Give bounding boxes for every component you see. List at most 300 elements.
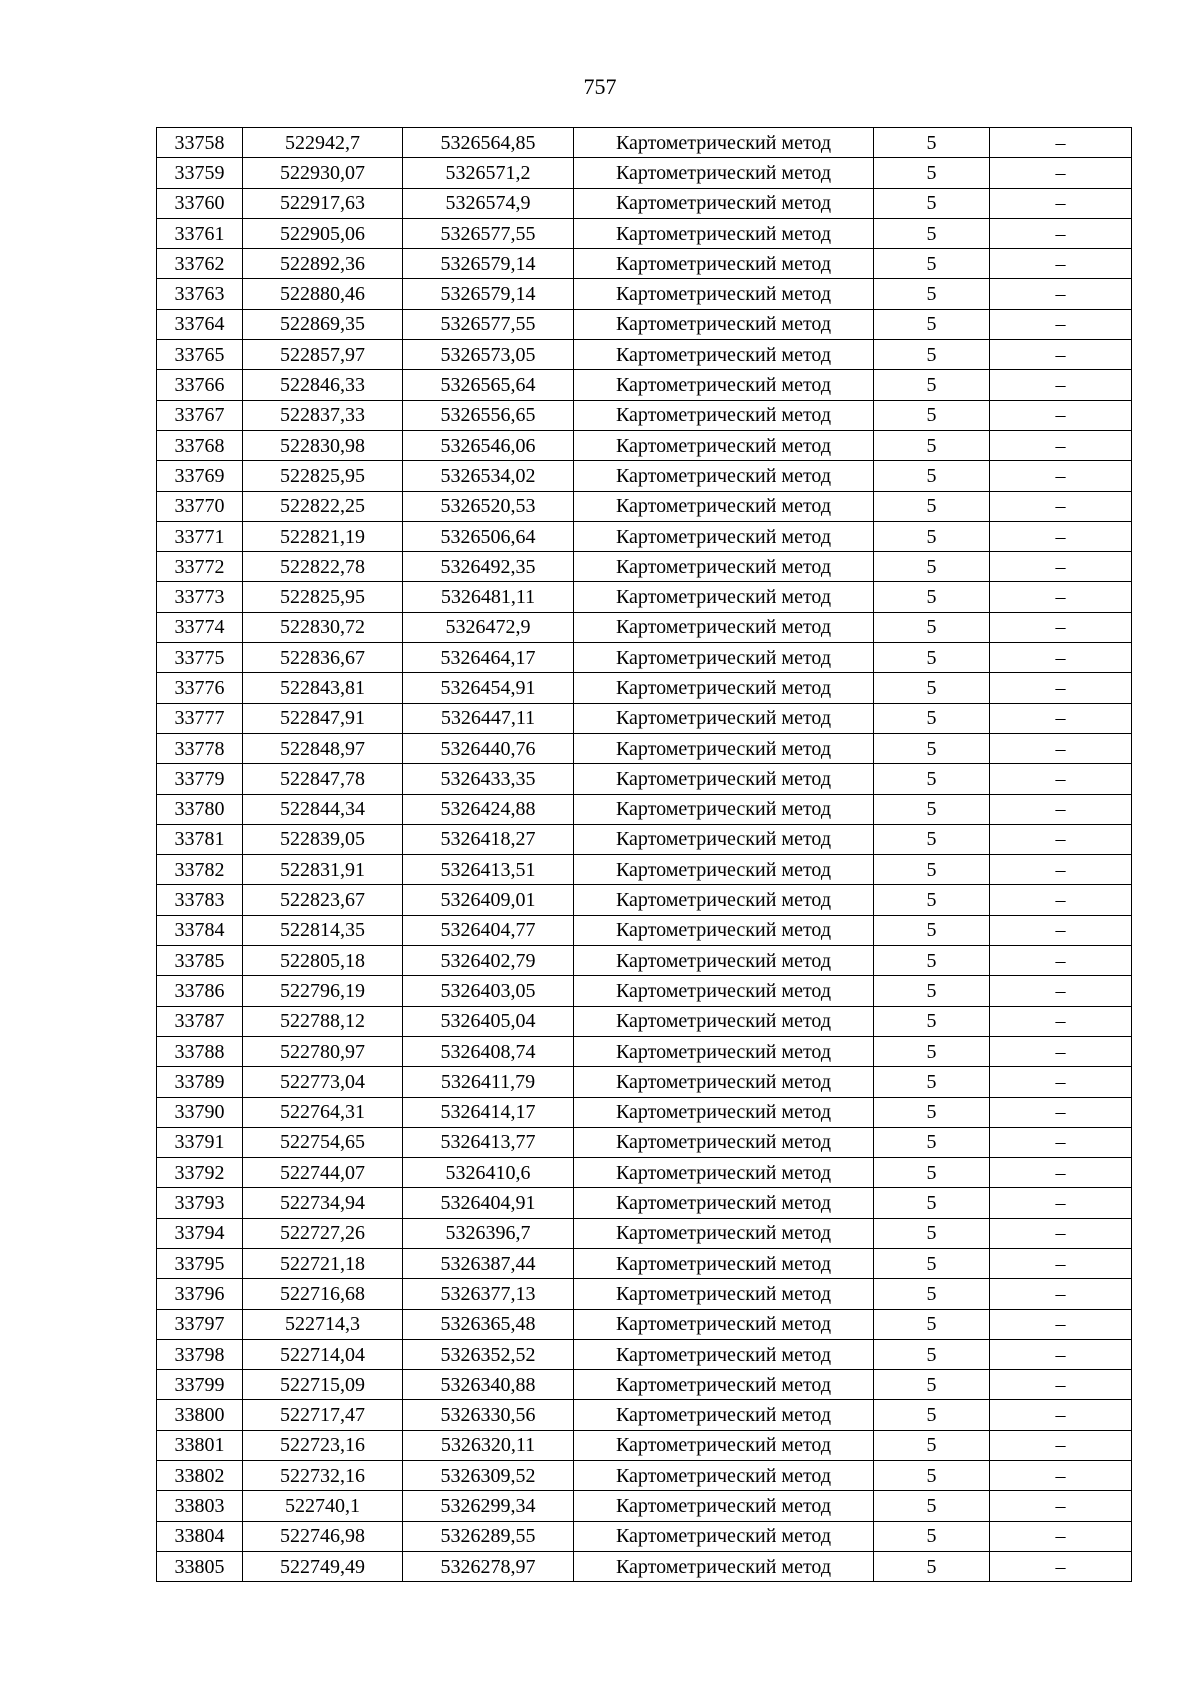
table-row	[157, 733, 1132, 763]
point-number-cell: 33777	[157, 703, 243, 733]
method-cell: Картометрический метод	[574, 1067, 874, 1097]
method-cell: Картометрический метод	[574, 703, 874, 733]
description-cell: –	[990, 1400, 1132, 1430]
accuracy-cell: 5	[874, 1097, 990, 1127]
description-cell: –	[990, 1491, 1132, 1521]
accuracy-cell: 5	[874, 1188, 990, 1218]
accuracy-cell: 5	[874, 279, 990, 309]
point-number-cell: 33782	[157, 855, 243, 885]
y-coordinate-cell: 5326404,91	[403, 1188, 574, 1218]
method-cell: Картометрический метод	[574, 1127, 874, 1157]
point-number-cell: 33790	[157, 1097, 243, 1127]
description-cell: –	[990, 1006, 1132, 1036]
description-cell: –	[990, 1551, 1132, 1581]
description-cell: –	[990, 643, 1132, 673]
point-number-cell: 33760	[157, 188, 243, 218]
method-cell: Картометрический метод	[574, 885, 874, 915]
method-cell: Картометрический метод	[574, 1097, 874, 1127]
description-cell: –	[990, 340, 1132, 370]
accuracy-cell: 5	[874, 309, 990, 339]
method-cell: Картометрический метод	[574, 1218, 874, 1248]
y-coordinate-cell: 5326408,74	[403, 1036, 574, 1066]
accuracy-cell: 5	[874, 1036, 990, 1066]
x-coordinate-cell: 522717,47	[243, 1400, 403, 1430]
coordinates-table	[156, 127, 1132, 1582]
y-coordinate-cell: 5326413,51	[403, 855, 574, 885]
x-coordinate-cell: 522831,91	[243, 855, 403, 885]
accuracy-cell: 5	[874, 976, 990, 1006]
method-cell: Картометрический метод	[574, 582, 874, 612]
method-cell: Картометрический метод	[574, 400, 874, 430]
method-cell: Картометрический метод	[574, 1551, 874, 1581]
description-cell: –	[990, 279, 1132, 309]
accuracy-cell: 5	[874, 643, 990, 673]
method-cell: Картометрический метод	[574, 370, 874, 400]
table-row	[157, 1188, 1132, 1218]
method-cell: Картометрический метод	[574, 1279, 874, 1309]
accuracy-cell: 5	[874, 1309, 990, 1339]
description-cell: –	[990, 491, 1132, 521]
x-coordinate-cell: 522749,49	[243, 1551, 403, 1581]
table-row	[157, 1127, 1132, 1157]
table-row	[157, 612, 1132, 642]
x-coordinate-cell: 522727,26	[243, 1218, 403, 1248]
accuracy-cell: 5	[874, 218, 990, 248]
method-cell: Картометрический метод	[574, 946, 874, 976]
accuracy-cell: 5	[874, 885, 990, 915]
x-coordinate-cell: 522805,18	[243, 946, 403, 976]
method-cell: Картометрический метод	[574, 1461, 874, 1491]
method-cell: Картометрический метод	[574, 340, 874, 370]
method-cell: Картометрический метод	[574, 309, 874, 339]
y-coordinate-cell: 5326424,88	[403, 794, 574, 824]
description-cell: –	[990, 128, 1132, 158]
method-cell: Картометрический метод	[574, 976, 874, 1006]
accuracy-cell: 5	[874, 1461, 990, 1491]
table-row	[157, 340, 1132, 370]
x-coordinate-cell: 522721,18	[243, 1248, 403, 1278]
y-coordinate-cell: 5326464,17	[403, 643, 574, 673]
accuracy-cell: 5	[874, 946, 990, 976]
point-number-cell: 33767	[157, 400, 243, 430]
table-row	[157, 1521, 1132, 1551]
table-row	[157, 1067, 1132, 1097]
description-cell: –	[990, 1218, 1132, 1248]
y-coordinate-cell: 5326289,55	[403, 1521, 574, 1551]
y-coordinate-cell: 5326309,52	[403, 1461, 574, 1491]
method-cell: Картометрический метод	[574, 188, 874, 218]
accuracy-cell: 5	[874, 1339, 990, 1369]
y-coordinate-cell: 5326409,01	[403, 885, 574, 915]
method-cell: Картометрический метод	[574, 1188, 874, 1218]
table-row	[157, 885, 1132, 915]
point-number-cell: 33768	[157, 430, 243, 460]
x-coordinate-cell: 522764,31	[243, 1097, 403, 1127]
table-row	[157, 855, 1132, 885]
table-row	[157, 1218, 1132, 1248]
method-cell: Картометрический метод	[574, 1036, 874, 1066]
description-cell: –	[990, 521, 1132, 551]
method-cell: Картометрический метод	[574, 1370, 874, 1400]
point-number-cell: 33795	[157, 1248, 243, 1278]
table-row	[157, 188, 1132, 218]
method-cell: Картометрический метод	[574, 1400, 874, 1430]
x-coordinate-cell: 522754,65	[243, 1127, 403, 1157]
table-row	[157, 1551, 1132, 1581]
x-coordinate-cell: 522837,33	[243, 400, 403, 430]
point-number-cell: 33758	[157, 128, 243, 158]
accuracy-cell: 5	[874, 733, 990, 763]
point-number-cell: 33770	[157, 491, 243, 521]
description-cell: –	[990, 1248, 1132, 1278]
point-number-cell: 33791	[157, 1127, 243, 1157]
method-cell: Картометрический метод	[574, 249, 874, 279]
accuracy-cell: 5	[874, 1279, 990, 1309]
x-coordinate-cell: 522917,63	[243, 188, 403, 218]
method-cell: Картометрический метод	[574, 1339, 874, 1369]
y-coordinate-cell: 5326404,77	[403, 915, 574, 945]
point-number-cell: 33766	[157, 370, 243, 400]
point-number-cell: 33789	[157, 1067, 243, 1097]
y-coordinate-cell: 5326330,56	[403, 1400, 574, 1430]
method-cell: Картометрический метод	[574, 1521, 874, 1551]
accuracy-cell: 5	[874, 1248, 990, 1278]
y-coordinate-cell: 5326418,27	[403, 824, 574, 854]
x-coordinate-cell: 522836,67	[243, 643, 403, 673]
coordinates-table-body	[157, 128, 1132, 1582]
description-cell: –	[990, 188, 1132, 218]
method-cell: Картометрический метод	[574, 855, 874, 885]
method-cell: Картометрический метод	[574, 521, 874, 551]
table-row	[157, 643, 1132, 673]
description-cell: –	[990, 794, 1132, 824]
method-cell: Картометрический метод	[574, 1309, 874, 1339]
method-cell: Картометрический метод	[574, 824, 874, 854]
table-row	[157, 309, 1132, 339]
accuracy-cell: 5	[874, 1218, 990, 1248]
y-coordinate-cell: 5326520,53	[403, 491, 574, 521]
y-coordinate-cell: 5326546,06	[403, 430, 574, 460]
point-number-cell: 33764	[157, 309, 243, 339]
y-coordinate-cell: 5326377,13	[403, 1279, 574, 1309]
table-row	[157, 582, 1132, 612]
point-number-cell: 33800	[157, 1400, 243, 1430]
point-number-cell: 33773	[157, 582, 243, 612]
table-row	[157, 673, 1132, 703]
point-number-cell: 33784	[157, 915, 243, 945]
point-number-cell: 33772	[157, 552, 243, 582]
accuracy-cell: 5	[874, 824, 990, 854]
description-cell: –	[990, 1370, 1132, 1400]
point-number-cell: 33805	[157, 1551, 243, 1581]
table-row	[157, 552, 1132, 582]
accuracy-cell: 5	[874, 370, 990, 400]
point-number-cell: 33798	[157, 1339, 243, 1369]
description-cell: –	[990, 1036, 1132, 1066]
accuracy-cell: 5	[874, 461, 990, 491]
y-coordinate-cell: 5326577,55	[403, 218, 574, 248]
description-cell: –	[990, 673, 1132, 703]
point-number-cell: 33783	[157, 885, 243, 915]
y-coordinate-cell: 5326492,35	[403, 552, 574, 582]
accuracy-cell: 5	[874, 552, 990, 582]
accuracy-cell: 5	[874, 673, 990, 703]
point-number-cell: 33794	[157, 1218, 243, 1248]
method-cell: Картометрический метод	[574, 643, 874, 673]
accuracy-cell: 5	[874, 430, 990, 460]
table-row	[157, 764, 1132, 794]
point-number-cell: 33802	[157, 1461, 243, 1491]
accuracy-cell: 5	[874, 491, 990, 521]
x-coordinate-cell: 522892,36	[243, 249, 403, 279]
x-coordinate-cell: 522844,34	[243, 794, 403, 824]
y-coordinate-cell: 5326299,34	[403, 1491, 574, 1521]
x-coordinate-cell: 522740,1	[243, 1491, 403, 1521]
table-row	[157, 1430, 1132, 1460]
y-coordinate-cell: 5326396,7	[403, 1218, 574, 1248]
y-coordinate-cell: 5326433,35	[403, 764, 574, 794]
accuracy-cell: 5	[874, 1491, 990, 1521]
point-number-cell: 33761	[157, 218, 243, 248]
accuracy-cell: 5	[874, 1400, 990, 1430]
description-cell: –	[990, 1158, 1132, 1188]
accuracy-cell: 5	[874, 1430, 990, 1460]
description-cell: –	[990, 946, 1132, 976]
accuracy-cell: 5	[874, 1127, 990, 1157]
x-coordinate-cell: 522822,78	[243, 552, 403, 582]
method-cell: Картометрический метод	[574, 764, 874, 794]
x-coordinate-cell: 522714,04	[243, 1339, 403, 1369]
description-cell: –	[990, 1461, 1132, 1491]
y-coordinate-cell: 5326440,76	[403, 733, 574, 763]
table-row	[157, 1158, 1132, 1188]
description-cell: –	[990, 249, 1132, 279]
accuracy-cell: 5	[874, 1370, 990, 1400]
description-cell: –	[990, 309, 1132, 339]
method-cell: Картометрический метод	[574, 279, 874, 309]
point-number-cell: 33786	[157, 976, 243, 1006]
y-coordinate-cell: 5326577,55	[403, 309, 574, 339]
accuracy-cell: 5	[874, 1551, 990, 1581]
point-number-cell: 33787	[157, 1006, 243, 1036]
table-row	[157, 279, 1132, 309]
x-coordinate-cell: 522839,05	[243, 824, 403, 854]
y-coordinate-cell: 5326564,85	[403, 128, 574, 158]
method-cell: Картометрический метод	[574, 673, 874, 703]
description-cell: –	[990, 1127, 1132, 1157]
x-coordinate-cell: 522814,35	[243, 915, 403, 945]
method-cell: Картометрический метод	[574, 491, 874, 521]
y-coordinate-cell: 5326405,04	[403, 1006, 574, 1036]
y-coordinate-cell: 5326365,48	[403, 1309, 574, 1339]
description-cell: –	[990, 824, 1132, 854]
table-row	[157, 461, 1132, 491]
y-coordinate-cell: 5326556,65	[403, 400, 574, 430]
description-cell: –	[990, 1309, 1132, 1339]
x-coordinate-cell: 522942,7	[243, 128, 403, 158]
x-coordinate-cell: 522830,98	[243, 430, 403, 460]
point-number-cell: 33769	[157, 461, 243, 491]
x-coordinate-cell: 522848,97	[243, 733, 403, 763]
point-number-cell: 33771	[157, 521, 243, 551]
accuracy-cell: 5	[874, 764, 990, 794]
x-coordinate-cell: 522869,35	[243, 309, 403, 339]
x-coordinate-cell: 522905,06	[243, 218, 403, 248]
method-cell: Картометрический метод	[574, 612, 874, 642]
description-cell: –	[990, 885, 1132, 915]
description-cell: –	[990, 400, 1132, 430]
y-coordinate-cell: 5326387,44	[403, 1248, 574, 1278]
description-cell: –	[990, 218, 1132, 248]
method-cell: Картометрический метод	[574, 733, 874, 763]
table-row	[157, 1339, 1132, 1369]
table-row	[157, 1279, 1132, 1309]
x-coordinate-cell: 522846,33	[243, 370, 403, 400]
x-coordinate-cell: 522825,95	[243, 582, 403, 612]
x-coordinate-cell: 522744,07	[243, 1158, 403, 1188]
description-cell: –	[990, 1339, 1132, 1369]
method-cell: Картометрический метод	[574, 430, 874, 460]
table-row	[157, 794, 1132, 824]
table-row	[157, 1491, 1132, 1521]
y-coordinate-cell: 5326447,11	[403, 703, 574, 733]
y-coordinate-cell: 5326579,14	[403, 279, 574, 309]
table-row	[157, 1400, 1132, 1430]
y-coordinate-cell: 5326352,52	[403, 1339, 574, 1369]
x-coordinate-cell: 522847,78	[243, 764, 403, 794]
y-coordinate-cell: 5326571,2	[403, 158, 574, 188]
accuracy-cell: 5	[874, 188, 990, 218]
description-cell: –	[990, 915, 1132, 945]
description-cell: –	[990, 370, 1132, 400]
table-row	[157, 1006, 1132, 1036]
y-coordinate-cell: 5326565,64	[403, 370, 574, 400]
x-coordinate-cell: 522843,81	[243, 673, 403, 703]
x-coordinate-cell: 522773,04	[243, 1067, 403, 1097]
description-cell: –	[990, 764, 1132, 794]
description-cell: –	[990, 461, 1132, 491]
table-row	[157, 521, 1132, 551]
accuracy-cell: 5	[874, 794, 990, 824]
table-row	[157, 400, 1132, 430]
x-coordinate-cell: 522821,19	[243, 521, 403, 551]
accuracy-cell: 5	[874, 582, 990, 612]
x-coordinate-cell: 522716,68	[243, 1279, 403, 1309]
x-coordinate-cell: 522788,12	[243, 1006, 403, 1036]
table-row	[157, 703, 1132, 733]
accuracy-cell: 5	[874, 1521, 990, 1551]
description-cell: –	[990, 703, 1132, 733]
x-coordinate-cell: 522825,95	[243, 461, 403, 491]
method-cell: Картометрический метод	[574, 1491, 874, 1521]
table-row	[157, 491, 1132, 521]
point-number-cell: 33781	[157, 824, 243, 854]
description-cell: –	[990, 158, 1132, 188]
x-coordinate-cell: 522830,72	[243, 612, 403, 642]
y-coordinate-cell: 5326472,9	[403, 612, 574, 642]
description-cell: –	[990, 1521, 1132, 1551]
x-coordinate-cell: 522746,98	[243, 1521, 403, 1551]
point-number-cell: 33804	[157, 1521, 243, 1551]
description-cell: –	[990, 855, 1132, 885]
accuracy-cell: 5	[874, 521, 990, 551]
description-cell: –	[990, 552, 1132, 582]
y-coordinate-cell: 5326411,79	[403, 1067, 574, 1097]
table-row	[157, 370, 1132, 400]
method-cell: Картометрический метод	[574, 218, 874, 248]
table-row	[157, 1370, 1132, 1400]
accuracy-cell: 5	[874, 128, 990, 158]
point-number-cell: 33785	[157, 946, 243, 976]
x-coordinate-cell: 522714,3	[243, 1309, 403, 1339]
accuracy-cell: 5	[874, 703, 990, 733]
x-coordinate-cell: 522823,67	[243, 885, 403, 915]
table-row	[157, 430, 1132, 460]
page-number: 757	[583, 74, 617, 99]
y-coordinate-cell: 5326340,88	[403, 1370, 574, 1400]
point-number-cell: 33762	[157, 249, 243, 279]
point-number-cell: 33799	[157, 1370, 243, 1400]
point-number-cell: 33788	[157, 1036, 243, 1066]
y-coordinate-cell: 5326278,97	[403, 1551, 574, 1581]
method-cell: Картометрический метод	[574, 1430, 874, 1460]
point-number-cell: 33759	[157, 158, 243, 188]
method-cell: Картометрический метод	[574, 552, 874, 582]
point-number-cell: 33796	[157, 1279, 243, 1309]
y-coordinate-cell: 5326506,64	[403, 521, 574, 551]
x-coordinate-cell: 522734,94	[243, 1188, 403, 1218]
point-number-cell: 33803	[157, 1491, 243, 1521]
accuracy-cell: 5	[874, 400, 990, 430]
y-coordinate-cell: 5326410,6	[403, 1158, 574, 1188]
method-cell: Картометрический метод	[574, 794, 874, 824]
x-coordinate-cell: 522723,16	[243, 1430, 403, 1460]
point-number-cell: 33778	[157, 733, 243, 763]
method-cell: Картометрический метод	[574, 461, 874, 491]
x-coordinate-cell: 522732,16	[243, 1461, 403, 1491]
accuracy-cell: 5	[874, 915, 990, 945]
description-cell: –	[990, 1430, 1132, 1460]
point-number-cell: 33792	[157, 1158, 243, 1188]
point-number-cell: 33801	[157, 1430, 243, 1460]
accuracy-cell: 5	[874, 158, 990, 188]
point-number-cell: 33797	[157, 1309, 243, 1339]
table-row	[157, 218, 1132, 248]
method-cell: Картометрический метод	[574, 1248, 874, 1278]
table-row	[157, 1248, 1132, 1278]
description-cell: –	[990, 733, 1132, 763]
table-row	[157, 824, 1132, 854]
description-cell: –	[990, 1097, 1132, 1127]
accuracy-cell: 5	[874, 1067, 990, 1097]
method-cell: Картометрический метод	[574, 128, 874, 158]
accuracy-cell: 5	[874, 855, 990, 885]
table-row	[157, 1097, 1132, 1127]
y-coordinate-cell: 5326320,11	[403, 1430, 574, 1460]
method-cell: Картометрический метод	[574, 1158, 874, 1188]
table-row	[157, 158, 1132, 188]
x-coordinate-cell: 522847,91	[243, 703, 403, 733]
point-number-cell: 33780	[157, 794, 243, 824]
table-row	[157, 946, 1132, 976]
y-coordinate-cell: 5326413,77	[403, 1127, 574, 1157]
point-number-cell: 33774	[157, 612, 243, 642]
y-coordinate-cell: 5326481,11	[403, 582, 574, 612]
y-coordinate-cell: 5326414,17	[403, 1097, 574, 1127]
description-cell: –	[990, 976, 1132, 1006]
y-coordinate-cell: 5326403,05	[403, 976, 574, 1006]
description-cell: –	[990, 612, 1132, 642]
